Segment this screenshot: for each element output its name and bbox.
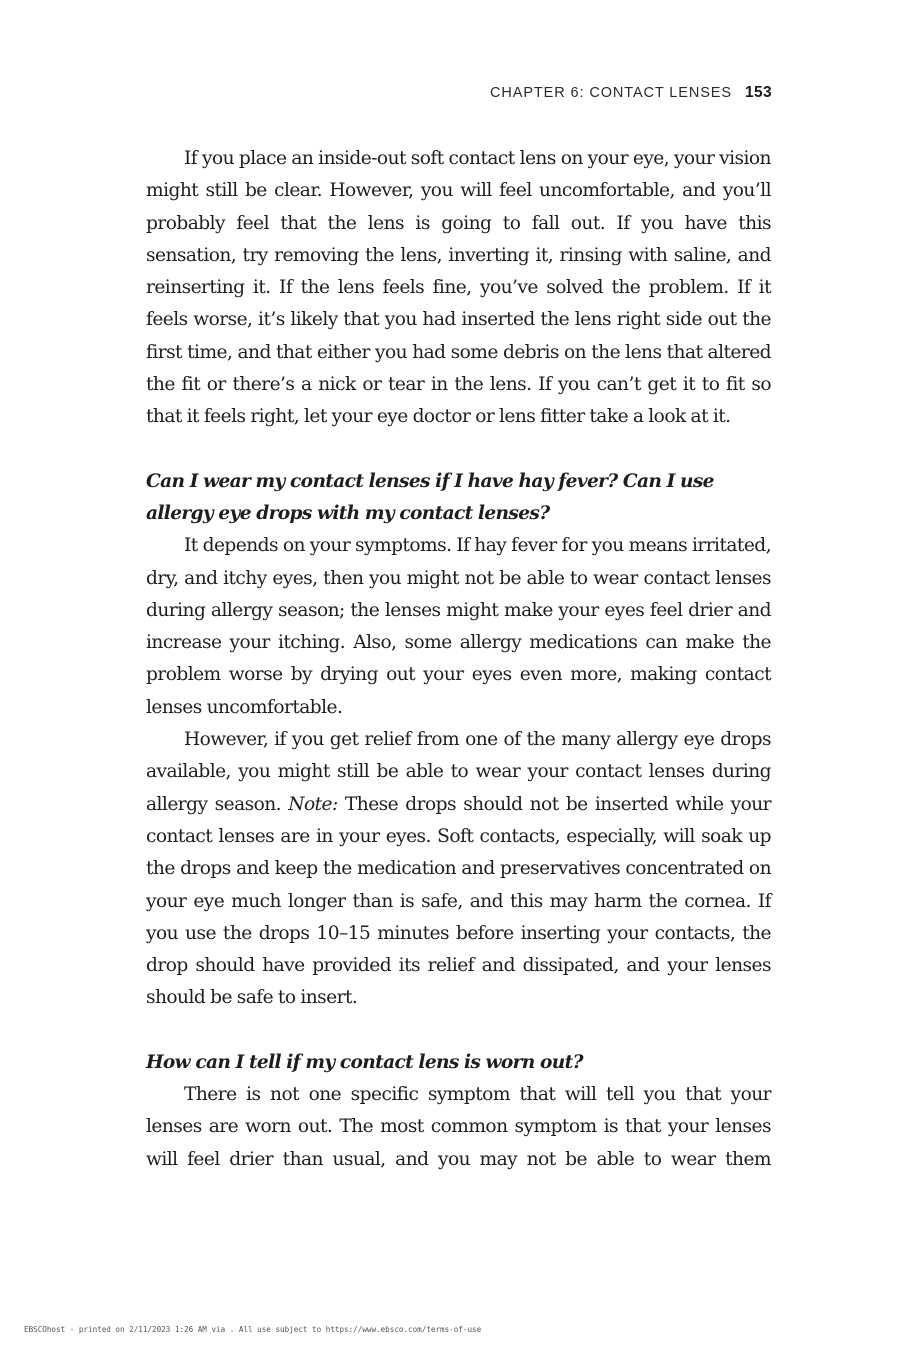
question-worn-out-lens: How can I tell if my contact lens is worn out? [146,1051,583,1073]
paragraph-allergy-drops-rest: These drops should not be inserted while your contact lenses are in your eyes. Soft contacts, especially, will soak up the drops and keep the medication and preservatives concentrated on your eye much longer than is safe, and this may harm the cornea. If you use the drops 10–15 minutes before inserting your contacts, the drop should have provided its relief and dissipated, and your lenses should be safe to insert. [146,793,771,1009]
note-label: Note: [288,793,338,815]
page-number: 153 [744,84,772,101]
paragraph-worn-out-symptoms: There is not one specific symptom that will tell you that your lenses are worn out. The most common symptom is that your lenses will feel drier than usual, and you may not be able to wear them [146,1084,771,1170]
chapter-title: CHAPTER 6: CONTACT LENSES [490,85,732,101]
paragraph-symptoms: It depends on your symptoms. If hay fever for you means irritated, dry, and itchy eyes, then you might not be able to wear contact lenses during allergy season; the lenses might make your eyes feel drier and increase your itching. Also, some allergy medications can make the problem worse by drying out your eyes even more, making contact lenses uncomfortable. [146,535,771,718]
paragraph-allergy-drops [146,724,771,1015]
ebscohost-print-stamp: EBSCOhost - printed on 2/11/2023 1:26 AM via . All use subject to https://www.ebsco.com/terms-of-use [24,1325,482,1334]
paragraph-allergy-drops-start: However, if you get relief from one of the many allergy eye drops available, you might still be able to wear your contact lenses during allergy season. [146,729,771,815]
paragraph-inside-out-lens: If you place an inside-out soft contact lens on your eye, your vision might still be clear. However, you will feel uncomfortable, and you’ll probably feel that the lens is going to fall out. If you have this sensation, try removing the lens, inverting it, rinsing with saline, and reinserting it. If the lens feels fine, you’ve solved the problem. If it feels worse, it’s likely that you had inserted the lens right side out the first time, and that either you had some debris on the lens that altered the fit or there’s a nick or tear in the lens. If you can’t get it to fit so that it feels right, let your eye doctor or lens fitter take a look at it. [146,148,771,428]
page-body [146,143,771,1176]
running-head [490,84,772,102]
question-hay-fever: Can I wear my contact lenses if I have hay fever? Can I use allergy eye drops with my contact lenses? [146,470,714,524]
